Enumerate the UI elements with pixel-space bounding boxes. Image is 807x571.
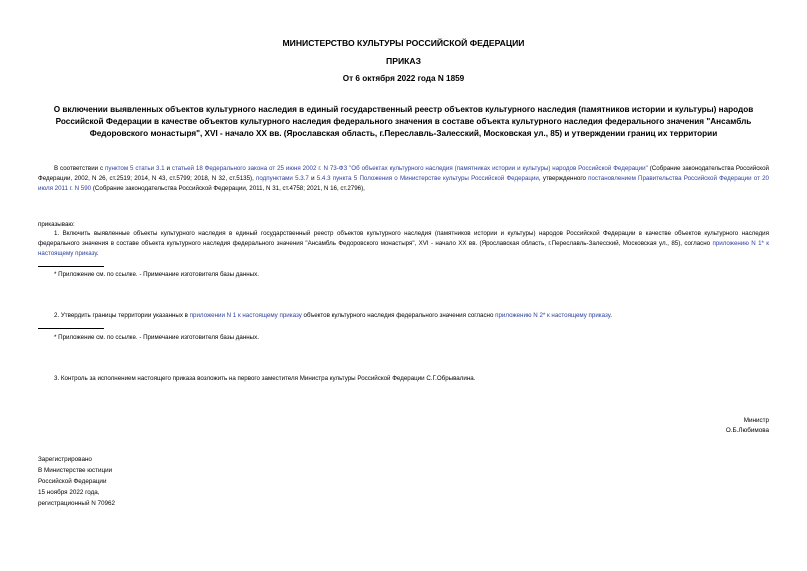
footnote-divider-2 [38,328,104,329]
link-subpoints-5-3-7[interactable]: подпунктами 5.3.7 [256,175,309,182]
registration-line-5: регистрационный N 70962 [38,500,116,507]
item-1-text: 1. Включить выявленные объекты культурного наследия в единый государственный реестр объектов культурного наследия (памятников истории и культуры) народов Российской Федерации в качестве объектов культурного наследия федерального значения в составе объекта культурного наследия федерального значения "Ансамбль Федоровского монастыря", XVI - начало XX вв. (Ярославская область, г.Переславль-Залесский, Московская ул., 85), согласно [38,230,769,247]
item-2-paragraph [54,311,769,321]
signature-name: О.Б.Любимова [725,427,769,434]
preamble-text-5: , утвержденного [538,175,589,182]
preamble-paragraph [38,164,769,194]
link-appendix-2[interactable]: приложению N 2* к настоящему приказу [495,312,611,319]
preamble-text-1: В соответствии с [54,165,106,172]
item-1-paragraph [38,229,769,259]
link-article-3-1[interactable]: пунктом 5 статьи 3.1 [105,165,165,172]
link-appendix-1[interactable]: приложению N 1* к настоящему приказу [38,240,770,257]
item-1-end: . [96,250,99,257]
item-3-paragraph: 3. Контроль за исполнением настоящего приказа возложить на первого заместителя Министра культуры Российской Федерации С.Г.Обрывалина. [54,375,476,382]
footnote-1: * Приложение см. по ссылке. - Примечание изготовителя базы данных. [54,271,259,278]
link-appendix-1-borders[interactable]: приложении N 1 к настоящему приказу [189,312,302,319]
doc-type-heading: ПРИКАЗ [386,56,421,66]
signature-position: Министр [743,417,769,424]
item-2-end: . [610,312,612,319]
footnote-2: * Приложение см. по ссылке. - Примечание изготовителя базы данных. [54,334,259,341]
link-regulation-ministry[interactable]: 5.4.3 пункта 5 Положения о Министерстве культуры Российской Федерации [316,175,539,182]
item-2-text-1: 2. Утвердить границы территории указанных в [54,312,190,319]
preamble-text-2: и [164,165,172,172]
preamble-text-4: и [308,175,317,182]
link-government-decree-590[interactable]: постановлением Правительства Российской Федерации от 20 июля 2011 г. N 590 [38,175,769,192]
preamble-text-3: (Собрание законодательства Российской Федерации, 2002, N 26, ст.2519; 2014, N 43, ст.5799; 2018, N 32, ст.5135), [38,165,769,182]
registration-line-3: Российской Федерации [38,478,107,485]
link-federal-law-73[interactable]: статьей 18 Федерального закона от 25 июня 2002 г. N 73-ФЗ "Об объектах культурного наследия (памятниках истории и культуры) народов Российской Федерации" [171,165,648,172]
footnote-divider-1 [38,266,104,267]
registration-line-1: Зарегистрировано [38,456,92,463]
registration-line-2: В Министерстве юстиции [38,467,113,474]
document-title: О включении выявленных объектов культурного наследия в единый государственный реестр объектов культурного наследия (памятников истории и культуры) народов Российской Федерации в качестве объектов культурного наследия федерального значения в составе объекта культурного наследия федерального значения "Ансамбль Федоровского монастыря", XVI - начало XX вв. (Ярославская область, г.Переславль-Залесский, Московская ул., 85) и утверждении границ их территории [53,105,754,138]
date-number-heading: От 6 октября 2022 года N 1859 [342,74,465,83]
preamble-text-6: (Собрание законодательства Российской Федерации, 2011, N 31, ст.4758; 2021, N 16, ст.2796), [91,185,365,192]
ministry-heading: МИНИСТЕРСТВО КУЛЬТУРЫ РОССИЙСКОЙ ФЕДЕРАЦИИ [282,38,525,48]
item-2-text-2: объектов культурного наследия федерального значения согласно [301,312,496,319]
order-word: приказываю: [38,221,75,228]
registration-line-4: 15 ноября 2022 года, [38,489,100,496]
